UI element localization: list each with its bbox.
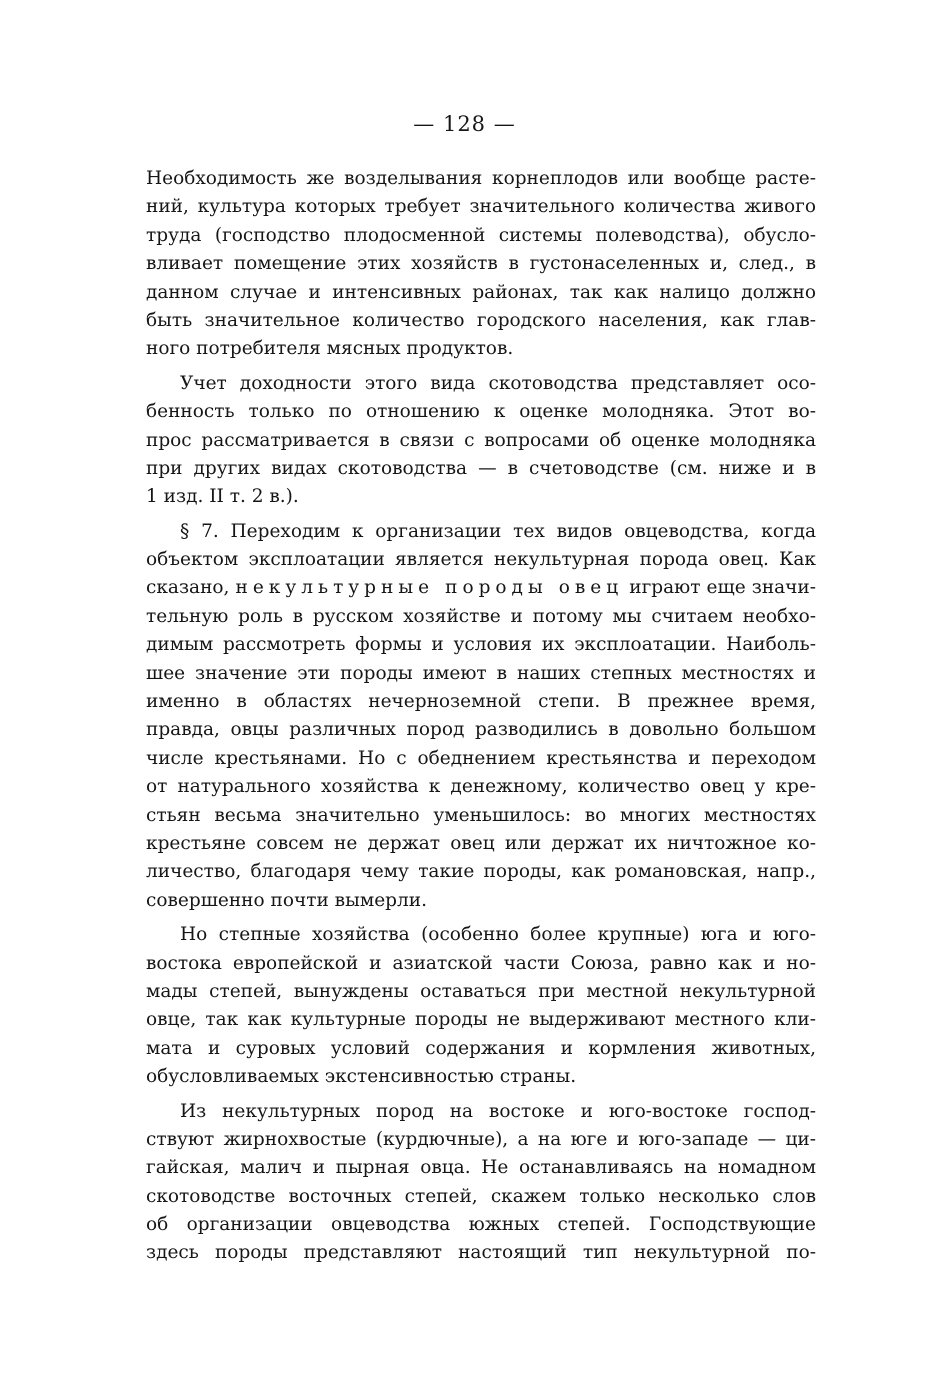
text-line: тельную роль в русском хозяйстве и потому мы считаем необхо- bbox=[146, 605, 816, 627]
text-line: об организации овцеводства южных степей. Господствующие bbox=[146, 1214, 816, 1236]
text-line: мады степей, вынуждены оставаться при местной некультурной bbox=[146, 980, 816, 1002]
text-line: крестьяне совсем не держат овец или держат их ничтожное ко- bbox=[146, 832, 816, 854]
paragraph-section-7 bbox=[146, 518, 816, 915]
text-line: шее значение эти породы имеют в наших степных местностях и bbox=[146, 662, 816, 684]
text-line: личество, благодаря чему такие породы, как романовская, напр., bbox=[146, 861, 816, 883]
text-line: мата и суровых условий содержания и кормления животных, bbox=[146, 1037, 816, 1059]
text-line: 1 изд. II т. 2 в.). bbox=[146, 486, 299, 508]
text-line: правда, овцы различных пород разводились в довольно большом bbox=[146, 719, 816, 741]
text-fragment: играют еще значи- bbox=[623, 577, 816, 599]
paragraph-2 bbox=[146, 370, 816, 512]
paragraph-5 bbox=[146, 1098, 816, 1268]
text-line: объектом эксплоатации является некультурная порода овец. Как bbox=[146, 549, 816, 571]
text-line: совершенно почти вымерли. bbox=[146, 889, 427, 911]
text-line: ствуют жирнохвостые (курдючные), а на юге и юго-западе — ци- bbox=[146, 1128, 816, 1150]
text-line: прос рассматривается в связи с вопросами об оценке молодняка bbox=[146, 429, 816, 451]
section-heading-line: § 7. Переходим к организации тех видов овцеводства, когда bbox=[180, 520, 816, 542]
text-line: ного потребителя мясных продуктов. bbox=[146, 338, 514, 360]
text-line: данном случае и интенсивных районах, так как налицо должно bbox=[146, 281, 816, 303]
text-line: ний, культура которых требует значительного количества живого bbox=[146, 196, 816, 218]
text-line: Учет доходности этого вида скотоводства представляет осо- bbox=[180, 372, 816, 394]
text-line: здесь породы представляют настоящий тип некультурной по- bbox=[146, 1242, 816, 1264]
text-line: обусловливаемых экстенсивностью страны. bbox=[146, 1066, 577, 1088]
text-line-emphasis bbox=[146, 574, 816, 602]
text-line: быть значительное количество городского населения, как глав- bbox=[146, 309, 816, 331]
text-line: бенность только по отношению к оценке молодняка. Этот во- bbox=[146, 401, 816, 423]
text-line: Но степные хозяйства (особенно более крупные) юга и юго- bbox=[180, 924, 816, 946]
text-line: востока европейской и азиатской части Союза, равно как и но- bbox=[146, 952, 816, 974]
text-line: Необходимость же возделывания корнеплодов или вообще расте- bbox=[146, 168, 816, 189]
text-fragment: сказано, bbox=[146, 577, 236, 599]
text-line: гайская, малич и пырная овца. Не останавливаясь на номадном bbox=[146, 1157, 816, 1179]
text-line: скотоводстве восточных степей, скажем только несколько слов bbox=[146, 1185, 816, 1207]
spaced-emphasis: некультурные породы овец bbox=[235, 577, 624, 599]
paragraph-1 bbox=[146, 165, 816, 364]
text-line: именно в областях нечерноземной степи. В прежнее время, bbox=[146, 691, 816, 713]
paragraph-4 bbox=[146, 921, 816, 1091]
text-line: числе крестьянами. Но с обеднением крестьянства и переходом bbox=[146, 747, 816, 769]
text-line: при других видах скотоводства — в счетоводстве (см. ниже и в bbox=[146, 457, 816, 479]
text-line: от натурального хозяйства к денежному, количество овец у кре- bbox=[146, 776, 816, 798]
text-line: стьян весьма значительно уменьшилось: во многих местностях bbox=[146, 804, 816, 826]
text-line: вливает помещение этих хозяйств в густонаселенных и, след., в bbox=[146, 253, 816, 275]
text-line: труда (господство плодосменной системы полеводства), обусло- bbox=[146, 224, 816, 246]
text-line: овце, так как культурные породы не выдерживают местного кли- bbox=[146, 1009, 816, 1031]
text-line: Из некультурных пород на востоке и юго-востоке господ- bbox=[180, 1100, 816, 1122]
page-number: — 128 — bbox=[413, 112, 516, 136]
text-line: димым рассмотреть формы и условия их эксплоатации. Наиболь- bbox=[146, 634, 816, 656]
body-text bbox=[146, 165, 816, 1274]
